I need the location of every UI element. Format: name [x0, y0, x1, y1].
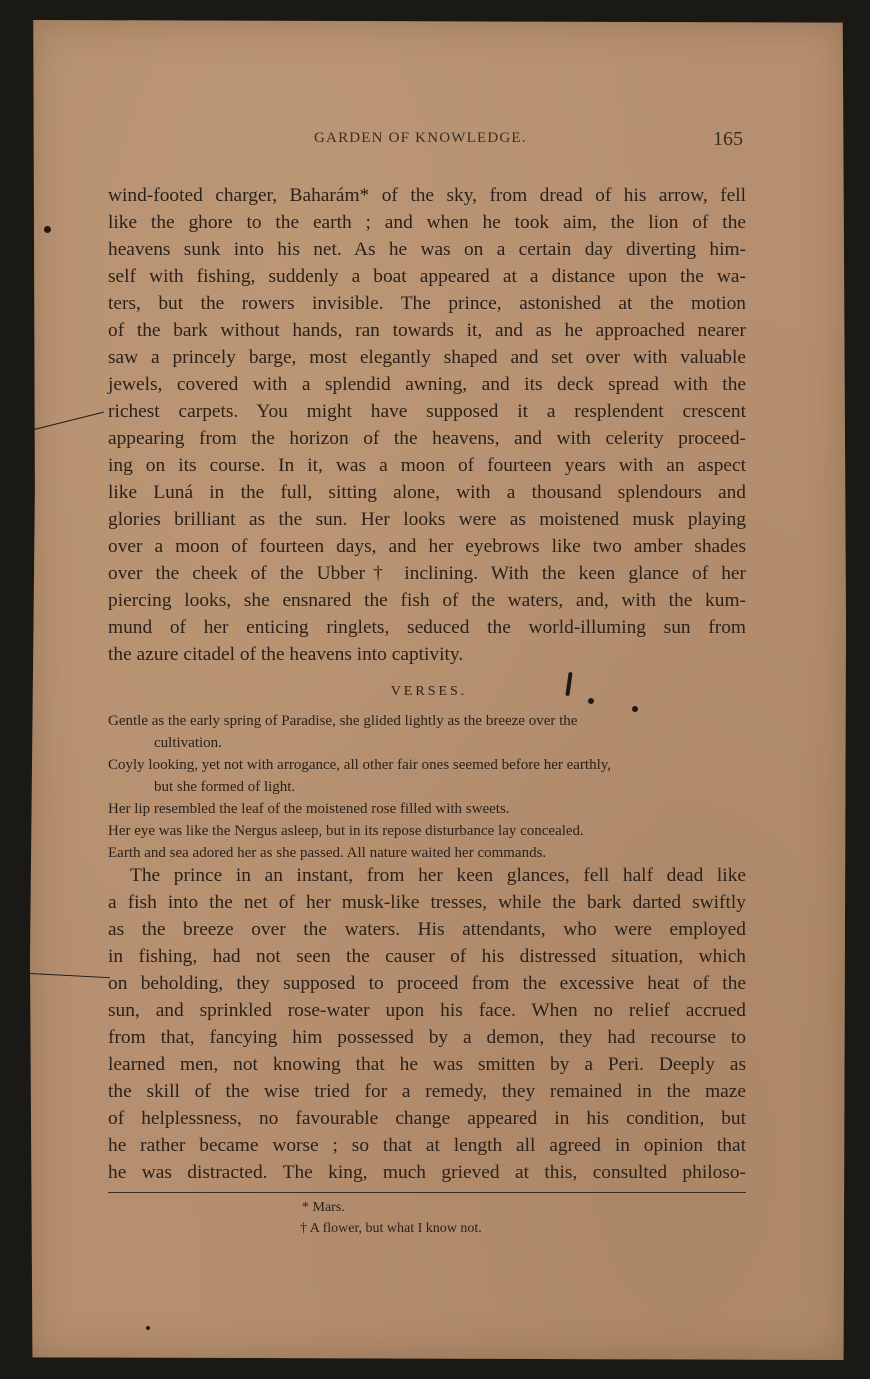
text-line: of the bark without hands, ran towards it, and as he approached nearer — [108, 320, 746, 341]
page-number: 165 — [713, 128, 743, 150]
text-line: the azure citadel of the heavens into captivity. — [108, 644, 464, 665]
text-line: wind-footed charger, Baharám* of the sky, from dread of his arrow, fell — [108, 185, 746, 206]
text-line: a fish into the net of her musk-like tresses, while the bark darted swiftly — [108, 892, 746, 913]
text-line: of helplessness, no favourable change appeared in his condition, but — [108, 1108, 746, 1129]
text-line: saw a princely barge, most elegantly shaped and set over with valuable — [108, 347, 746, 368]
text-line: heavens sunk into his net. As he was on a certain day diverting him- — [108, 239, 746, 260]
text-line: ters, but the rowers invisible. The prince, astonished at the motion — [108, 293, 746, 314]
ink-spot — [588, 698, 594, 704]
text-line: glories brilliant as the sun. Her looks were as moistened musk playing — [108, 509, 746, 530]
ink-spot — [146, 1326, 150, 1330]
text-line: in fishing, had not seen the causer of his distressed situation, which — [108, 946, 746, 967]
verse-line: cultivation. — [154, 735, 222, 751]
verses-heading — [0, 684, 870, 700]
footnote: † A flower, but what I know not. — [300, 1221, 482, 1236]
text-line: sun, and sprinkled rose-water upon his face. When no relief accrued — [108, 1000, 746, 1021]
text-line: from that, fancying him possessed by a demon, they had recourse to — [108, 1027, 746, 1048]
text-line: self with fishing, suddenly a boat appeared at a distance upon the wa- — [108, 266, 746, 287]
text-line: mund of her enticing ringlets, seduced the world-illuming sun from — [108, 617, 746, 638]
paragraph-2 — [108, 862, 746, 1186]
text-line: like the ghore to the earth ; and when he took aim, the lion of the — [108, 212, 746, 233]
verse-line: Her eye was like the Nergus asleep, but in its repose disturbance lay concealed. — [108, 823, 584, 839]
verse-line: Her lip resembled the leaf of the moistened rose filled with sweets. — [108, 801, 510, 817]
verse-line: Coyly looking, yet not with arrogance, all other fair ones seemed before her earthly, — [108, 757, 612, 773]
verse-line: Earth and sea adored her as she passed. All nature waited her commands. — [108, 845, 547, 861]
paragraph-1 — [108, 182, 746, 668]
text-line: The prince in an instant, from her keen glances, fell half dead like — [130, 865, 746, 886]
ink-spot — [632, 706, 638, 712]
verse-line: but she formed of light. — [154, 779, 296, 795]
ink-spot — [44, 226, 51, 233]
text-line: he was distracted. The king, much grieved at this, consulted philoso- — [108, 1162, 746, 1183]
text-line: over a moon of fourteen days, and her eyebrows like two amber shades — [108, 536, 746, 557]
footnotes — [300, 1197, 700, 1239]
text-line: like Luná in the full, sitting alone, with a thousand splendours and — [108, 482, 746, 503]
text-line: over the cheek of the Ubber† inclining. With the keen glance of her — [108, 563, 746, 584]
text-line: on beholding, they supposed to proceed from the excessive heat of the — [108, 973, 746, 994]
text-line: learned men, not knowing that he was smitten by a Peri. Deeply as — [108, 1054, 746, 1075]
text-line: ing on its course. In it, was a moon of fourteen years with an aspect — [108, 455, 746, 476]
text-line: appearing from the horizon of the heavens, and with celerity proceed- — [108, 428, 746, 449]
footnote: * Mars. — [302, 1200, 345, 1215]
text-line: richest carpets. You might have supposed it a resplendent crescent — [108, 401, 746, 422]
verse-line: Gentle as the early spring of Paradise, she glided lightly as the breeze over the — [108, 713, 578, 729]
running-title: GARDEN OF KNOWLEDGE. — [314, 130, 527, 146]
text-line: he rather became worse ; so that at length all agreed in opinion that — [108, 1135, 746, 1156]
footnote-rule — [108, 1192, 746, 1193]
text-line: as the breeze over the waters. His attendants, who were employed — [108, 919, 746, 940]
text-line: piercing looks, she ensnared the fish of the waters, and, with the kum- — [108, 590, 746, 611]
text-line: the skill of the wise tried for a remedy, they remained in the maze — [108, 1081, 746, 1102]
verses-heading-text: VERSES. — [390, 684, 468, 699]
text-line: jewels, covered with a splendid awning, and its deck spread with the — [108, 374, 746, 395]
running-header — [0, 112, 870, 150]
verses-block — [108, 710, 748, 864]
